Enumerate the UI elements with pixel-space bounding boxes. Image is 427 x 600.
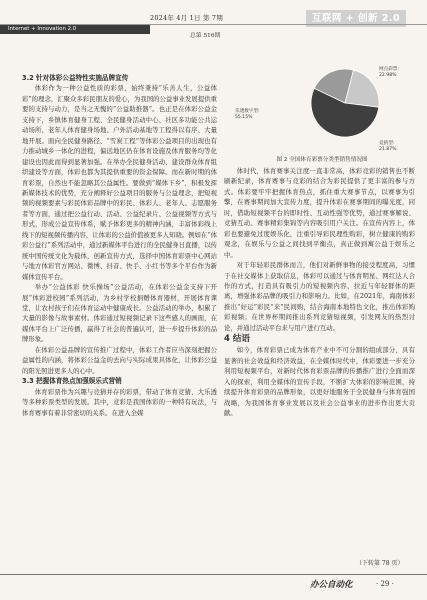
right-para-1: 体时代，体育赛事关注度一直非常高，体彩竞彩的销售也不断刷新纪录，体育赛事与竞彩的结合为彩民提供了更丰富的参与方式。体彩要牢牢把握体育热点，抓住重大赛事节点，以赛事为引擎，在赛事期间加大宣传力度，提升体彩在赛事期间的曝光度，同时，借助短视频平台的即时性、互动性强等优势，通过赛事解说、竞猜互动、赛事精彩集锦等内容吸引用户关注。在宣传内容上，体彩也要避免过度娱乐化，注重引导彩民理性购彩，树立健康的购彩观念，在娱乐与公益之间找到平衡点，真正做到寓公益于娱乐之中。 xyxy=(224,167,415,259)
pie-label-3: 竞猜型: 21.87% xyxy=(379,141,397,152)
heading-4: 4 结语 xyxy=(224,334,250,345)
right-column xyxy=(224,166,415,418)
heading-3-2: 3.2 针对体彩公益特性实施品牌宣传 xyxy=(22,74,129,82)
left-para-2: 举办“公益体彩 快乐操场”公益活动，在体彩公益金支持下开展“体彩进校园”系列活动，为乡村学校捐赠体育器材，开展体育课堂，让农村孩子们在体育运动中健康成长。公益活动的举办，积累了大量的影像与故事素材。体彩通过短视频记录下这些感人的画面，在媒体平台上广泛传播，赢得了社会的普遍认可，进一步提升体彩的品牌形象。 xyxy=(22,283,217,344)
pie-chart xyxy=(229,60,415,156)
brand-banner: 互联网 + 创新 2.0 xyxy=(306,10,406,27)
figure-caption: 图 2 全国体育彩票分类型销售情况图 xyxy=(276,157,368,163)
section-label: Internet + Innovation 2.0 xyxy=(8,26,77,32)
magazine-name: 办公自动化 xyxy=(310,580,353,590)
continued-note: （下转第 78 页） xyxy=(356,560,404,567)
section-label-bar xyxy=(0,25,150,34)
left-para-4: 体育彩票作为兴趣与竞猜并存的彩票，带动了体育竞猜、大乐透等多种彩票类型的发展。其中，竞彩是我国体彩的一种特有玩法，与体育赛事有着非常密切的关系。在进入全媒 xyxy=(22,387,217,417)
pie-label-2: 乐透数字型: 55.15% xyxy=(235,109,260,120)
pie-label-1: 网点彩票: 22.98% xyxy=(379,67,399,78)
footer-rule xyxy=(0,574,427,575)
left-para-3: 在体彩公益品牌的宣传推广过程中，体彩工作者应当深刻把握公益属性的内涵，将体彩公益金的去向与实际成果具体化，让体彩公益的阳光照进更多人的心中。 xyxy=(22,345,217,375)
total-issue: 总第 516期 xyxy=(190,33,221,39)
right-para-2: 对于年轻彩民群体而言，他们对新鲜事物的接受程度高，习惯于在社交媒体上获取信息，体彩可以通过与体育明星、网红达人合作的方式，打造具有吸引力的短视频内容，拉近与年轻群体的距离，增强体彩品牌的吸引力和影响力。比如，在2021年，海南体彩推出“好运”彩民“来”民间购，结合海南本地特色文化，推出体彩购彩视频；在世界杯期间推出系列竞猜短视频，引发网友的热烈讨论，并通过活动平台来与用户进行互动。 xyxy=(224,261,415,332)
issue-date: 2024年 4月 1日 第 7期 xyxy=(150,14,223,22)
page-number: · 29 · xyxy=(376,580,394,588)
heading-3-3: 3.3 把握体育热点加强娱乐式营销 xyxy=(22,377,122,386)
right-para-3: 如今，体育彩票已成为体育产业中不可分割的组成部分，具有显著的社会效益和经济效益，在全媒体时代中，体彩要进一步充分利用短视频平台，对新时代体育彩票品牌的传播推广进行全面而深入的探索，利用全媒体的宣传手段，不断扩大体彩的影响范围，持续提升体育彩票的品牌形象，以更好地服务于全民健身与体育强国战略，为我国体育事业发展以及社会公益事业的进步作出更大贡献。 xyxy=(224,346,415,417)
left-column xyxy=(22,73,217,418)
left-para-1: 体彩作为一种公益性质的彩票，始终秉持“乐善人生，公益体彩”的理念，汇聚众多彩民朋友的爱心，为我国的公益事业发展提供重要的支持与动力，是当之无愧的“公益助推器”。也正是在体彩公益金支持下，乡镇体育健身工程、全民健身活动中心、社区多功能公共运动场所、老年人体育健身场地、户外活动基地等工程得以有序、大量地开展。面向全民健身路径、“雪炭工程”等体彩公益项目的出现也有力推动城乡一体化的进程，偏远地区仍在体育设施及体育服务均等化建设也因此而得到显著加强。在举办全民健身活动、建设群众体育组织建设等方面，体彩也都为其提供重要的资金保障。而在新时期的体育彩票，自然也不能忽略其公益属性。要做到“媒体下乡”，积极发挥新媒体技术的优势，充分阐释好公益项目的服务与公益理念，把短视频的视频要素与彩民体彩品牌中的彩民、体彩人、老年人、志愿服务者等方面，通过把公益行动、活动、公益纪录片、公益视频等方式与形式，形成公益宣传体系，赋予体彩更多的精神内涵，丰富体彩线上线下的短视频传播内容，让体彩的公益价值被更多人知晓。例如在“体彩公益行”系列活动中，通过新媒体平台进行的全民健身日直播，以传统中国传统文化为载体，创新宣传方式，选择中国体育彩票中心网站与地方体彩官方网站、微博、抖音、快手、小红书等多个平台作为新媒体宣传平台。 xyxy=(22,84,217,281)
